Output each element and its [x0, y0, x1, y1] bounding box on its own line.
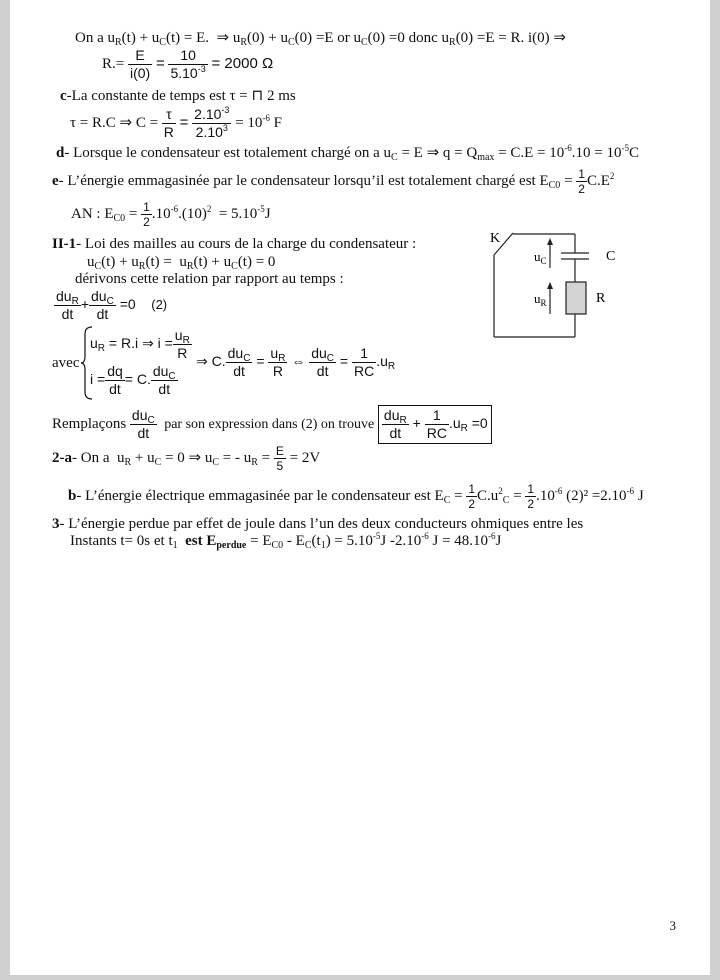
document-page	[10, 0, 710, 975]
fraction: $\frac{du_C}{dt}$	[131, 407, 155, 442]
equation-capacitance: τ = R.C ⇒ C = $\frac{\tau}{R}$ = $\frac{2.10^{-3}}{2.10^3}$ = $10^{-6}$ F	[70, 105, 282, 140]
equation-line-1: On a $u_R(t) + u_C(t) = E$. ⇒ $u_R(0) + u_C(0) =E$ or $u_C(0) =0$ donc $u_R(0) =E = R$. i(0) ⇒	[75, 30, 566, 48]
fraction: $\frac{1}{2}$	[578, 167, 585, 196]
fraction: $\frac{1}{RC}$	[354, 345, 375, 379]
eq-prefix: τ = R.C ⇒ C =	[70, 114, 159, 131]
fraction: $\frac{dq}{dt}$	[107, 363, 123, 397]
eq-result: = 2000 Ω	[211, 54, 274, 72]
fraction: $\frac{du_C}{dt}$	[311, 345, 335, 379]
substitution-line: Remplaçons $\frac{du_C}{dt}$ par son expression dans (2) on trouve $\frac{du_R}{dt}$ + $\frac{1}{RC}$ $.u_R =0$	[52, 405, 492, 444]
fraction: $\frac{1}{RC}$	[426, 407, 447, 441]
fraction: $\frac{1}{2}$	[143, 200, 150, 229]
fraction: $\frac{1}{2}$	[468, 482, 476, 511]
boxed-differential-equation: $\frac{du_R}{dt}$ + $\frac{1}{RC}$ $.u_R =0$	[378, 405, 492, 444]
rc-circuit-diagram	[482, 226, 632, 342]
fraction: $\frac{u_R}{R}$	[270, 345, 286, 379]
eq-result: = $10^{-6}$ F	[235, 112, 282, 131]
fraction: $\frac{1}{2}$	[527, 482, 535, 511]
resistor-r	[566, 282, 586, 314]
equation-an: AN : $E_{C0}$ = $\frac{1}{2}$ $.10^{-6}.(10)^2 = 5.10^{-5}J$	[71, 200, 271, 229]
page-number: 3	[669, 918, 676, 933]
loop-law-equation: $u_C(t) + u_R(t) = u_R(t) + u_C(t) = 0$	[87, 254, 276, 272]
fraction: $\frac{E}{i(0)}$	[129, 47, 151, 81]
section-2b: b- L’énergie électrique emmagasinée par le condensateur est $E_C$ = $\frac{1}{2}$ $C.u^2_C$ = $\frac{1}{2}$ $.10^{-6}$ $(2)^2 =2.10^{-6}$ J	[68, 482, 644, 511]
section-3: 3- L’énergie perdue par effet de joule dans l’un des deux conducteurs ohmiques entre les	[52, 516, 584, 532]
section-e: e- L’énergie emmagasinée par le condensateur lorsqu’il est totalement chargé est $E_{C0}$ = $\frac{1}{2}$ $C.E^2$	[52, 167, 615, 196]
system-equation-2: i = $\frac{dq}{dt}$ = C. $\frac{du_C}{dt}$	[90, 363, 176, 397]
section-ii-1: II-1- Loi des mailles au cours de la charge du condensateur :	[52, 236, 417, 252]
fraction: $\frac{10}{5.10^{-3}}$	[170, 47, 206, 81]
fraction: $\frac{du_R}{dt}$	[383, 407, 407, 441]
equation-ref: (2)	[151, 297, 168, 313]
fraction: $\frac{E}{5}$	[275, 444, 284, 473]
fraction: $\frac{2.10^{-3}}{2.10^3}$	[194, 105, 230, 140]
uc-label: $u_C$	[534, 249, 547, 266]
result-equation: ⇒ C. $\frac{du_C}{dt}$ = $\frac{u_R}{R}$ ⇔ $\frac{du_C}{dt}$ = $\frac{1}{RC}$ $.u_R$	[196, 345, 396, 379]
resistor-label: R	[596, 291, 606, 306]
fraction: $\frac{du_C}{dt}$	[152, 363, 176, 397]
ur-label: $u_R$	[534, 291, 547, 308]
fraction: $\frac{\tau}{R}$	[163, 106, 174, 140]
capacitor-label: C	[606, 249, 616, 264]
section-3-line-2: Instants t= 0s et $t_1$ est $E_{perdue} = E_{C0} - E_C(t_1) = 5.10^{-5}J$ $-2.10^{-6}$ $J = 48.10^{-6}J$	[70, 531, 502, 551]
equation-2: $\frac{du_R}{dt}$ + $\frac{du_C}{dt}$ =0 (2)	[56, 288, 168, 322]
equation-resistance: R.= $\frac{E}{i(0)}$ = $\frac{10}{5.10^{-3}}$ = 2000 Ω	[102, 47, 274, 81]
fraction: $\frac{u_R}{R}$	[174, 327, 190, 361]
avec-label: avec	[52, 355, 80, 371]
fraction: $\frac{du_R}{dt}$	[56, 288, 79, 322]
fraction: $\frac{du_C}{dt}$	[91, 288, 114, 322]
section-d: d- Lorsque le condensateur est totalement chargé on a $u_C = E$ ⇒ $q = Q_{max} = C.E = 10^{-6}.10 = 10^{-5}C$	[56, 143, 639, 163]
eq-prefix: R.=	[102, 55, 125, 72]
section-2a: 2-a- On a $u_R + u_C = 0$ ⇒ $u_C$ = - $u_R$ = $\frac{E}{5}$ = 2V	[52, 444, 321, 473]
switch-label: K	[490, 231, 501, 246]
section-c: c-La constante de temps est τ = ⊓ 2 ms	[60, 88, 296, 104]
derivation-text: dérivons cette relation par rapport au temps :	[75, 271, 344, 287]
system-equation-1: $u_R = R.i$ ⇒ i = $\frac{u_R}{R}$	[90, 327, 190, 361]
fraction: $\frac{du_C}{dt}$	[227, 345, 251, 379]
